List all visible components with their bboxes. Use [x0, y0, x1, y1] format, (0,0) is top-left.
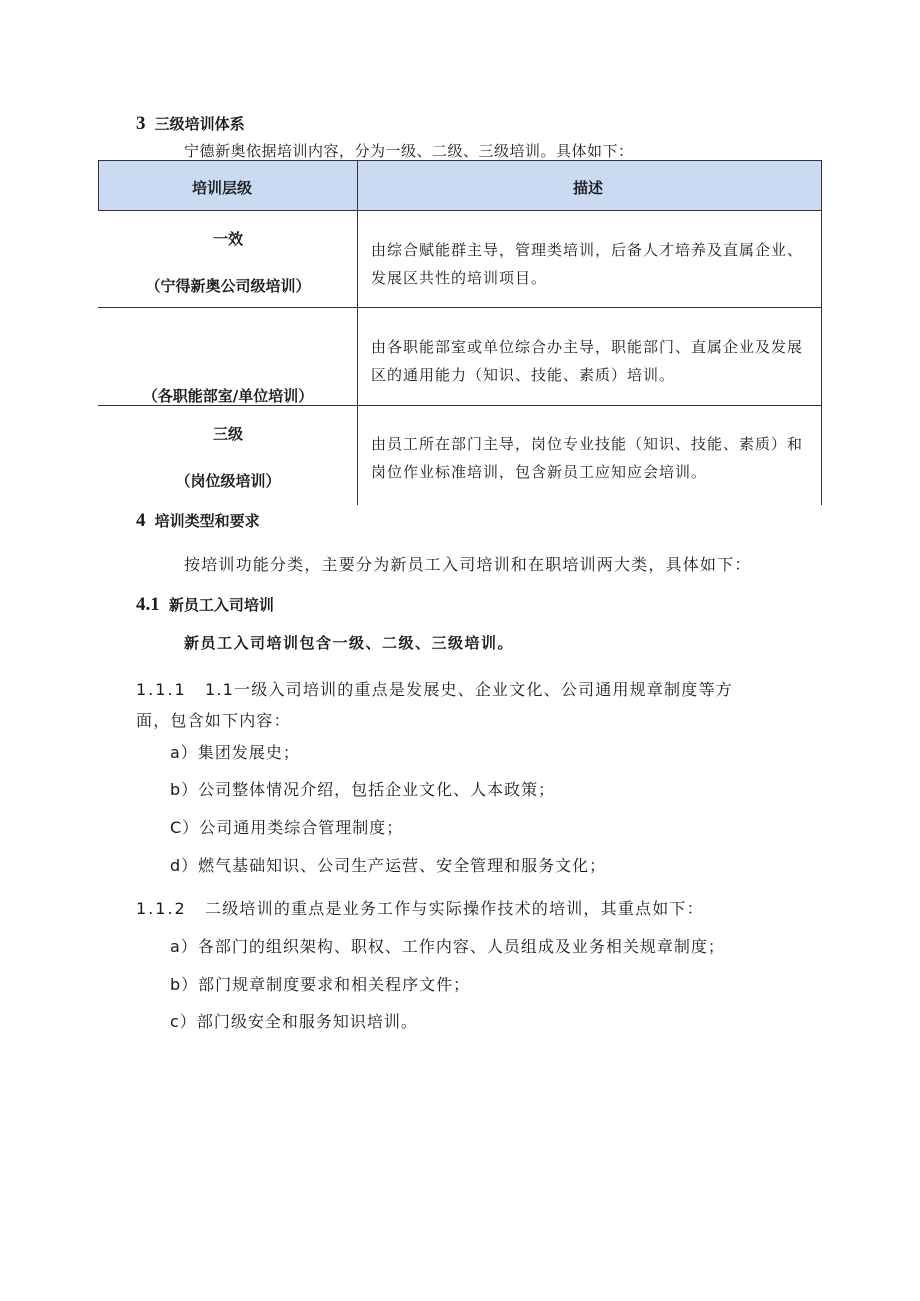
row-2-level-sub: （各职能部室/单位培训） [142, 387, 314, 405]
list-item [170, 972, 470, 995]
section-3-intro: 宁德新奥依据培训内容，分为一级、二级、三级培训。具体如下： [184, 142, 634, 160]
list-marker: c） [170, 1012, 197, 1031]
list-item [170, 740, 300, 763]
section-4-intro: 按培训功能分类，主要分为新员工入司培训和在职培训两大类，具体如下： [184, 555, 752, 574]
clause-number: 1.1.1 [136, 680, 187, 699]
list-item [170, 934, 725, 957]
row-1-level: 一效 [212, 230, 243, 248]
section-number: 4 [136, 510, 146, 531]
list-text: 各部门的组织架构、职权、工作内容、人员组成及业务相关规章制度； [197, 937, 725, 956]
row-2-description: 由各职能部室或单位综合办主导，职能部门、直属企业及发展区的通用能力（知识、技能、素质）培训。 [371, 338, 804, 384]
list-marker: b） [170, 780, 199, 799]
list-item [170, 777, 555, 800]
header-training-level: 培训层级 [192, 179, 253, 197]
header-description: 描述 [573, 179, 604, 197]
clause-text: 1.1一级入司培训的重点是发展史、企业文化、公司通用规章制度等方 [205, 680, 733, 699]
list-text: 部门规章制度要求和相关程序文件； [198, 975, 471, 994]
list-marker: a） [170, 937, 198, 956]
section-number: 4.1 [136, 594, 160, 615]
row-3-level: 三级 [212, 425, 243, 443]
row-1-description: 由综合赋能群主导，管理类培训，后备人才培养及直属企业、发展区共性的培训项目。 [371, 241, 804, 287]
clause-1-1-1-cont: 面，包含如下内容： [136, 711, 291, 730]
section-number: 3 [136, 113, 146, 134]
list-text: 集团发展史； [197, 743, 300, 762]
section-title: 新员工入司培训 [168, 596, 274, 614]
section-4-1-intro: 新员工入司培训包含一级、二级、三级培训。 [184, 634, 515, 652]
list-text: 部门级安全和服务知识培训。 [196, 1012, 418, 1031]
section-4-heading [136, 510, 260, 532]
section-title: 培训类型和要求 [154, 512, 260, 530]
list-marker: a） [170, 743, 198, 762]
clause-1-1-2 [136, 896, 704, 919]
section-4-1-heading [136, 594, 274, 616]
list-marker: d） [170, 856, 199, 875]
row-1-level-sub: （宁得新奥公司级培训） [145, 277, 311, 295]
list-marker: C） [170, 818, 200, 837]
list-marker: b） [170, 975, 199, 994]
list-text: 燃气基础知识、公司生产运营、安全管理和服务文化； [198, 856, 607, 875]
clause-1-1-1 [136, 677, 733, 700]
row-3-level-sub: （岗位级培训） [175, 472, 281, 490]
list-item [170, 853, 606, 876]
row-3-description: 由员工所在部门主导，岗位专业技能（知识、技能、素质）和岗位作业标准培训，包含新员工应知应会培训。 [371, 435, 804, 481]
list-item [170, 815, 403, 838]
section-title: 三级培训体系 [154, 115, 245, 133]
clause-text: 二级培训的重点是业务工作与实际操作技术的培训，其重点如下： [205, 899, 704, 918]
clause-number: 1.1.2 [136, 899, 187, 918]
list-text: 公司整体情况介绍，包括企业文化、人本政策； [198, 780, 556, 799]
list-text: 公司通用类综合管理制度； [199, 818, 404, 837]
section-3-heading [136, 113, 245, 135]
list-item [170, 1009, 418, 1032]
